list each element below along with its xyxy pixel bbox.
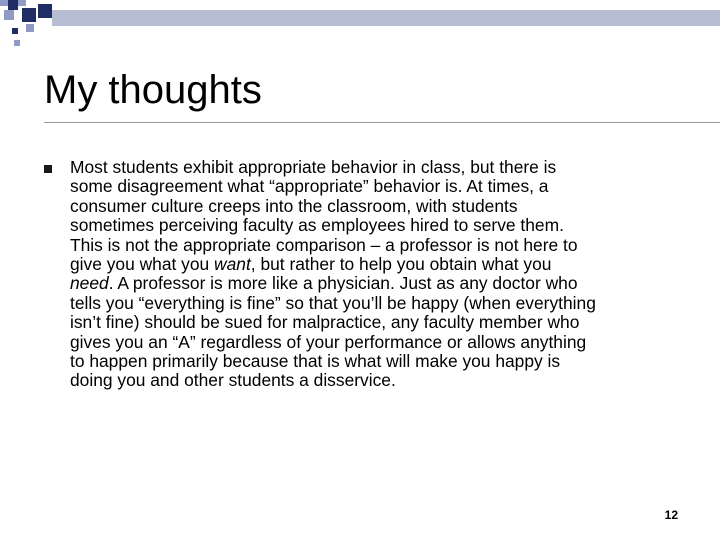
text-segment: , but rather to help you obtain what you	[250, 254, 552, 275]
bullet-text-line: tells you “everything is fine” so that you’ll be happy (when everything	[70, 292, 596, 313]
bullet-text-line: sometimes perceiving faculty as employees hired to serve them.	[70, 215, 564, 236]
page-number: 12	[664, 508, 678, 522]
deco-square-dark-1	[8, 0, 18, 10]
deco-square-light-5	[14, 40, 20, 46]
bullet-text-line: This is not the appropriate comparison – a professor is not here to	[70, 234, 578, 255]
deco-square-dark-2	[22, 8, 36, 22]
title-divider	[44, 122, 720, 123]
bullet-text-line: to happen primarily because that is what will make you happy is	[70, 351, 561, 372]
emphasized-word: want	[214, 254, 251, 275]
bullet-text-line: gives you an “A” regardless of your performance or allows anything	[70, 331, 587, 352]
bullet-text-line: Most students exhibit appropriate behavior in class, but there is	[70, 157, 557, 177]
header-band	[52, 10, 720, 26]
deco-square-light-3	[4, 10, 14, 20]
slide-title: My thoughts	[44, 68, 262, 112]
bullet-text-line: isn’t fine) should be sued for malpractice, any faculty member who	[70, 312, 580, 333]
bullet-text-line	[70, 255, 682, 274]
emphasized-word: need	[70, 273, 109, 294]
deco-square-dark-3	[38, 4, 52, 18]
bullet-text-line: consumer culture creeps into the classroom, with students	[70, 195, 518, 216]
text-segment: . A professor is more like a physician. Just as any doctor who	[108, 273, 578, 294]
deco-square-dark-4	[12, 28, 18, 34]
square-bullet-icon	[44, 165, 52, 173]
bullet-text-line	[70, 274, 682, 293]
bullet-text-line: some disagreement what “appropriate” behavior is. At times, a	[70, 176, 549, 197]
deco-square-light-1	[0, 0, 8, 6]
bullet-text-line: doing you and other students a disservice.	[70, 370, 396, 391]
header-decoration	[0, 0, 720, 60]
deco-square-light-4	[26, 24, 34, 32]
deco-square-light-2	[18, 0, 26, 6]
bullet-text	[70, 158, 682, 391]
text-segment: give you what you	[70, 254, 215, 275]
